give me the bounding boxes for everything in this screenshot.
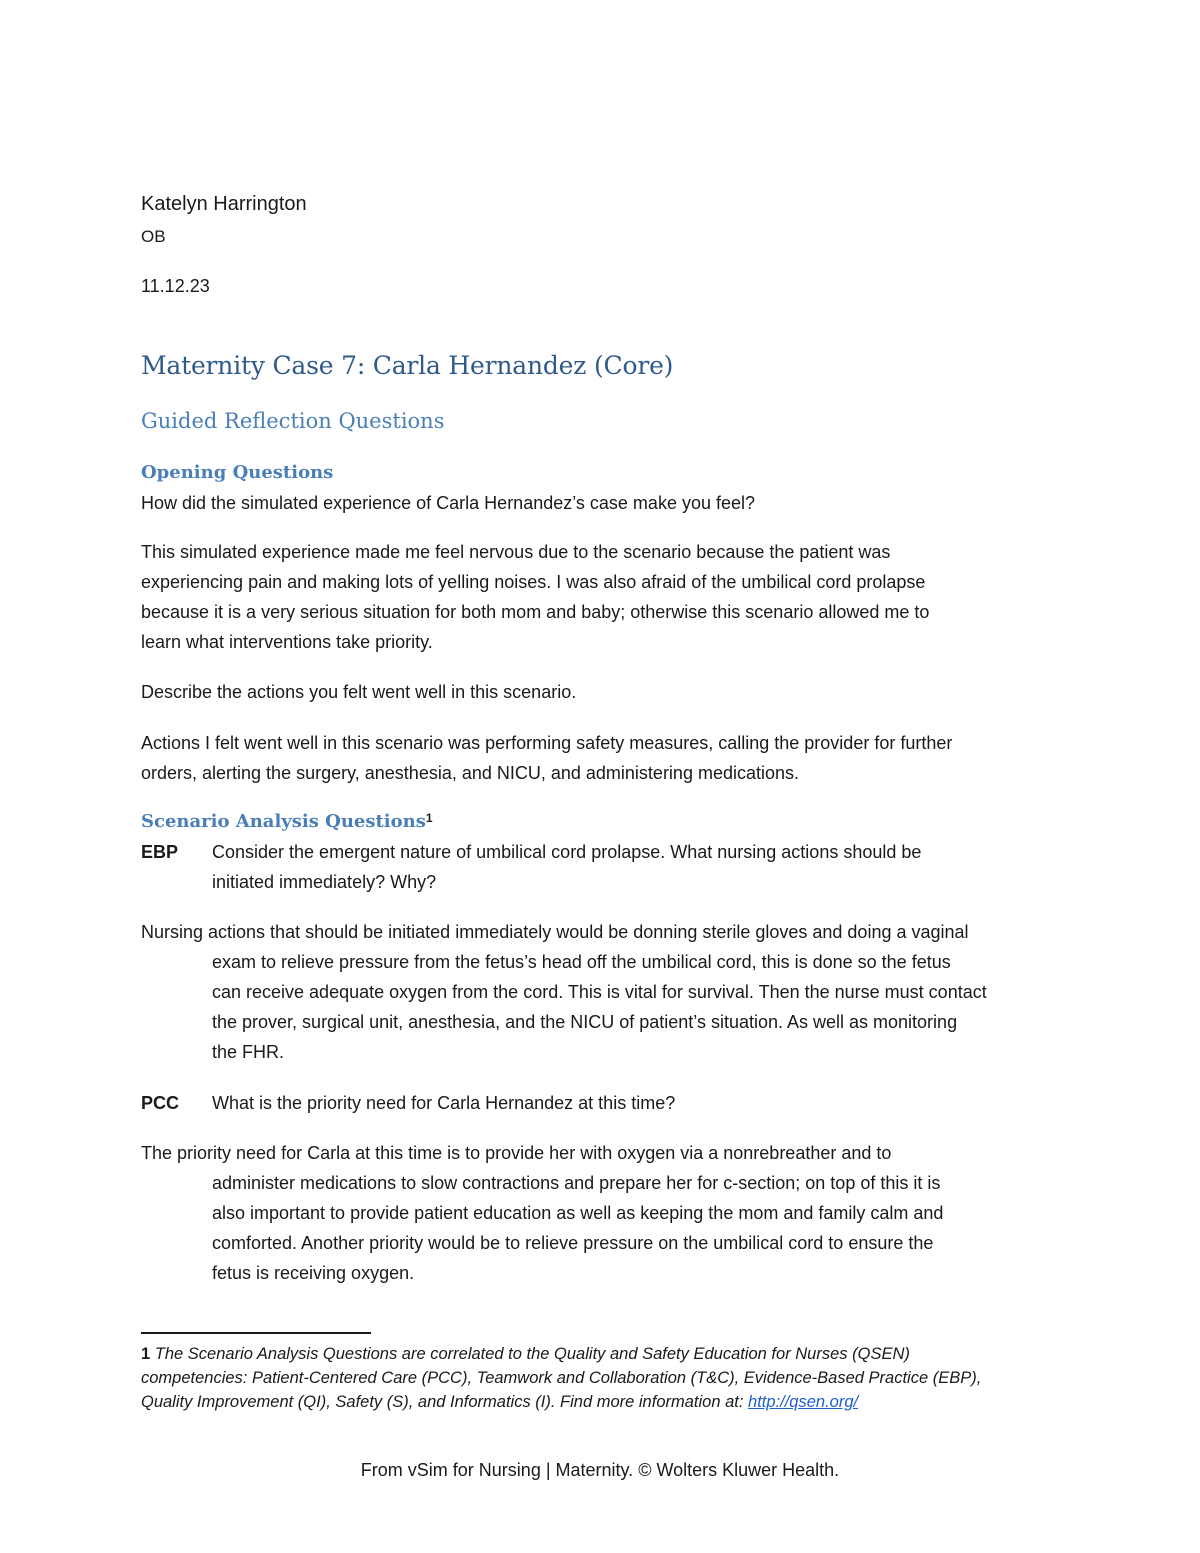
footnote-line bbox=[141, 1390, 1041, 1414]
opening-answer-1 bbox=[141, 537, 1056, 657]
opening-question-2: Describe the actions you felt went well in this scenario. bbox=[141, 682, 577, 702]
answer-line: the prover, surgical unit, anesthesia, and the NICU of patient’s situation. As well as monitoring bbox=[212, 1012, 958, 1032]
question-line: Consider the emergent nature of umbilical cord prolapse. What nursing actions should be bbox=[212, 842, 922, 862]
footnote-number: 1 bbox=[141, 1345, 151, 1363]
question-line: initiated immediately? Why? bbox=[212, 872, 437, 892]
footnote bbox=[141, 1342, 1041, 1414]
answer-line: experiencing pain and making lots of yelling noises. I was also afraid of the umbilical cord prolapse bbox=[141, 572, 926, 592]
document-title: Maternity Case 7: Carla Hernandez (Core) bbox=[141, 351, 674, 380]
scenario-analysis-heading-text: Scenario Analysis Questions bbox=[141, 811, 426, 832]
answer-line: exam to relieve pressure from the fetus’s head off the umbilical cord, this is done so the fetus bbox=[212, 952, 951, 972]
pcc-question: What is the priority need for Carla Hernandez at this time? bbox=[212, 1093, 676, 1113]
scenario-analysis-heading bbox=[141, 808, 433, 836]
footnote-line bbox=[141, 1342, 1041, 1366]
document-subtitle: Guided Reflection Questions bbox=[141, 409, 445, 433]
footnote-line: competencies: Patient-Centered Care (PCC), Teamwork and Collaboration (T&C), Evidence-Based Practice (EBP), bbox=[141, 1369, 982, 1387]
answer-line: also important to provide patient education as well as keeping the mom and family calm and bbox=[212, 1203, 944, 1223]
footnote-text: Quality Improvement (QI), Safety (S), and Informatics (I). Find more information at: bbox=[141, 1393, 749, 1411]
pcc-label: PCC bbox=[141, 1093, 180, 1113]
ebp-question bbox=[212, 837, 1022, 897]
author-name: Katelyn Harrington bbox=[141, 193, 307, 215]
answer-line: administer medications to slow contractions and prepare her for c-section; on top of this it is bbox=[212, 1173, 941, 1193]
opening-answer-2 bbox=[141, 728, 1056, 788]
answer-line: This simulated experience made me feel nervous due to the scenario because the patient was bbox=[141, 542, 891, 562]
answer-line: The priority need for Carla at this time is to provide her with oxygen via a nonrebreather and to bbox=[141, 1143, 892, 1163]
course-name: OB bbox=[141, 227, 166, 246]
opening-question-1: How did the simulated experience of Carla Hernandez’s case make you feel? bbox=[141, 493, 756, 513]
answer-line: because it is a very serious situation for both mom and baby; otherwise this scenario allowed me to bbox=[141, 602, 930, 622]
pcc-answer bbox=[141, 1138, 1066, 1288]
ebp-label: EBP bbox=[141, 842, 179, 862]
page-footer: From vSim for Nursing | Maternity. © Wolters Kluwer Health. bbox=[360, 1460, 840, 1480]
qsen-link[interactable]: http://qsen.org/ bbox=[748, 1393, 859, 1411]
answer-line: learn what interventions take priority. bbox=[141, 632, 433, 652]
answer-line: the FHR. bbox=[212, 1042, 285, 1062]
document-date: 11.12.23 bbox=[141, 276, 210, 296]
answer-line: comforted. Another priority would be to relieve pressure on the umbilical cord to ensure the bbox=[212, 1233, 934, 1253]
opening-questions-heading: Opening Questions bbox=[141, 462, 334, 483]
footnote-separator bbox=[141, 1332, 371, 1334]
footnote-text: The Scenario Analysis Questions are correlated to the Quality and Safety Education for Nurses (QSEN) bbox=[154, 1345, 910, 1363]
footnote-reference: 1 bbox=[425, 811, 433, 825]
answer-line: orders, alerting the surgery, anesthesia, and NICU, and administering medications. bbox=[141, 763, 800, 783]
answer-line: fetus is receiving oxygen. bbox=[212, 1263, 415, 1283]
ebp-answer bbox=[141, 917, 1066, 1067]
answer-line: Nursing actions that should be initiated immediately would be donning sterile gloves and doing a vaginal bbox=[141, 922, 969, 942]
answer-line: can receive adequate oxygen from the cord. This is vital for survival. Then the nurse must contact bbox=[212, 982, 987, 1002]
answer-line: Actions I felt went well in this scenario was performing safety measures, calling the provider for further bbox=[141, 733, 953, 753]
